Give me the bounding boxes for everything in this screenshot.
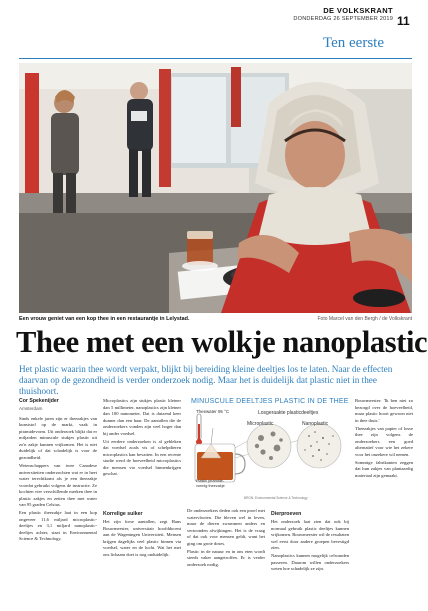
paragraph: Nanoplastics kunnen mogelijk celwanden passeren. Daarom willen onderzoekers weten hoe schadelijk ze zijn. [271, 553, 349, 572]
graphic-title: MINUSCULE DEELTJES PLASTIC IN DE THEE [191, 398, 349, 405]
paragraph: Wetenschappers van twee Canadese universiteiten onderzochten wat er in heet water terechtkomt als je een theezakje voordat gebruikt volgens de instructie. Ze kochten vier verschillende merken thee in plastic zakjes en zetten thee met water van 95 graden Celsius. [19, 463, 97, 508]
graphic-thermometer-label: Theewater 95 °C [196, 409, 229, 414]
graphic-source: BRON: Environmental Science & Technology [244, 496, 308, 500]
paragraph: Theezakjes van papier of losse thee zijn volgens de onderzoekers een goed alternatief voor wie het zekere voor het onzekere wil nemen. [355, 425, 413, 457]
graphic-teabag-label: Plastic piramide-vormig theezakje [196, 479, 225, 488]
column-2-top [103, 398, 181, 506]
photo-caption: Een vrouw geniet van een kop thee in een restaurantje in Lelystad. [19, 316, 190, 322]
paragraph: Uit eerdere onderzoeken is al gebleken dat voedsel zoals vis of schelpdieren microplastics kan bevatten. In een recente studie werd de hoeveelheid microplastics die mensen via voedsel binnenkrijgen geschat. [103, 438, 181, 477]
photo-illustration [19, 63, 412, 313]
article-column-6 [355, 398, 413, 603]
page-number: 11 [397, 14, 410, 28]
nanoplastic-circle [297, 424, 341, 468]
paragraph: Het onderzoek laat zien dat ook bij normaal gebruik plastic deeltjes kunnen vrijkomen. Bouwmeester wil de resultaten wel eerst door andere groepen bevestigd zien. [271, 519, 349, 551]
newspaper-name: DE VOLKSKRANT [323, 6, 393, 15]
subhead: Korrelige suiker [103, 511, 143, 517]
article-column-1 [19, 398, 97, 603]
byline-author: Cor Spekenijder [19, 398, 59, 404]
paragraph: Sommige fabrikanten zeggen dat hun zakjes van plantaardig materiaal zijn gemaakt. [355, 459, 413, 478]
headline: Thee met een wolkje nanoplastic [16, 325, 428, 359]
subhead: Dierproeven [271, 511, 302, 517]
microplastic-circle [247, 424, 291, 468]
paragraph: Het zijn forse aantallen, zegt Hans Bouwmeester, universitair hoofddocent aan de Wageningen Universiteit. Mensen krijgen dagelijks veel plastic binnen via voedsel, water en de lucht. Wat het met ons lichaam doet is nog onduidelijk. [103, 519, 181, 557]
graphic-particles-label: Losgeraakte plasticdeeltjes [258, 410, 319, 416]
section-rule [19, 58, 412, 59]
article-photo [19, 63, 412, 313]
paragraph: De onderzoekers deden ook een proef met watervlooien. Die bleven wel in leven, maar de dieren zwommen anders en vertoonden afwijkingen. Het is de vraag of dat ook voor mensen geldt, want het ging om grote doses. [187, 508, 265, 546]
paragraph: Bouwmeester: 'Ik ben niet zo bezorgd over de hoeveelheid, maar plastic hoort gewoon niet in thee thuis.' [355, 398, 413, 423]
photo-credit: Foto Marcel van den Bergh / de Volkskrant [317, 316, 412, 322]
section-title: Ten eerste [323, 35, 384, 51]
publication-date: DONDERDAG 26 SEPTEMBER 2019 [293, 15, 393, 22]
masthead [283, 7, 393, 22]
article-deck: Het plastic waarin thee wordt verpakt, blijkt bij bereiding kleine deeltjes los te laten. Naar de effecten daarvan op de gezondheid is verder onderzoek nodig. Maar het is duidelijk dat plastic niet in thee thuishoort. [19, 364, 393, 397]
article-column-4 [187, 508, 265, 603]
paragraph: Plastic in de natuur en in ons eten wordt steeds vaker aangetroffen. Er is verder onderzoek nodig. [187, 548, 265, 567]
graphic-microplastic-label: Microplastic [247, 421, 274, 427]
paragraph: Sinds enkele jaren zijn er theezakjes van kunststof op de markt, vaak in piramidevorm. Uit onderzoek blijkt dat er miljarden minuscule stukjes plastic uit zo'n zakje kunnen vrijkomen. Het is niet duidelijk of dat schadelijk is voor de gezondheid. [19, 415, 97, 460]
article-column-5 [271, 508, 349, 603]
paragraph: Microplastics zijn stukjes plastic kleiner dan 5 millimeter, nanoplastics zijn kleiner dan 100 nanometer. Dat is duizend keer dunner dan een haar. De aantallen die de onderzoekers vonden zijn veel hoger dan bij ander voedsel. [103, 398, 181, 436]
article-column-3 [103, 508, 181, 603]
byline-location: Amsterdam [19, 406, 43, 412]
paragraph: Een plastic theezakje laat in een kop ongeveer 11,6 miljard microplastic-deeltjes en 3,1 miljard nanoplastic-deeltjes achter, staat in Environmental Science & Technology. [19, 510, 97, 542]
graphic-nanoplastic-label: Nanoplastic [302, 421, 329, 427]
